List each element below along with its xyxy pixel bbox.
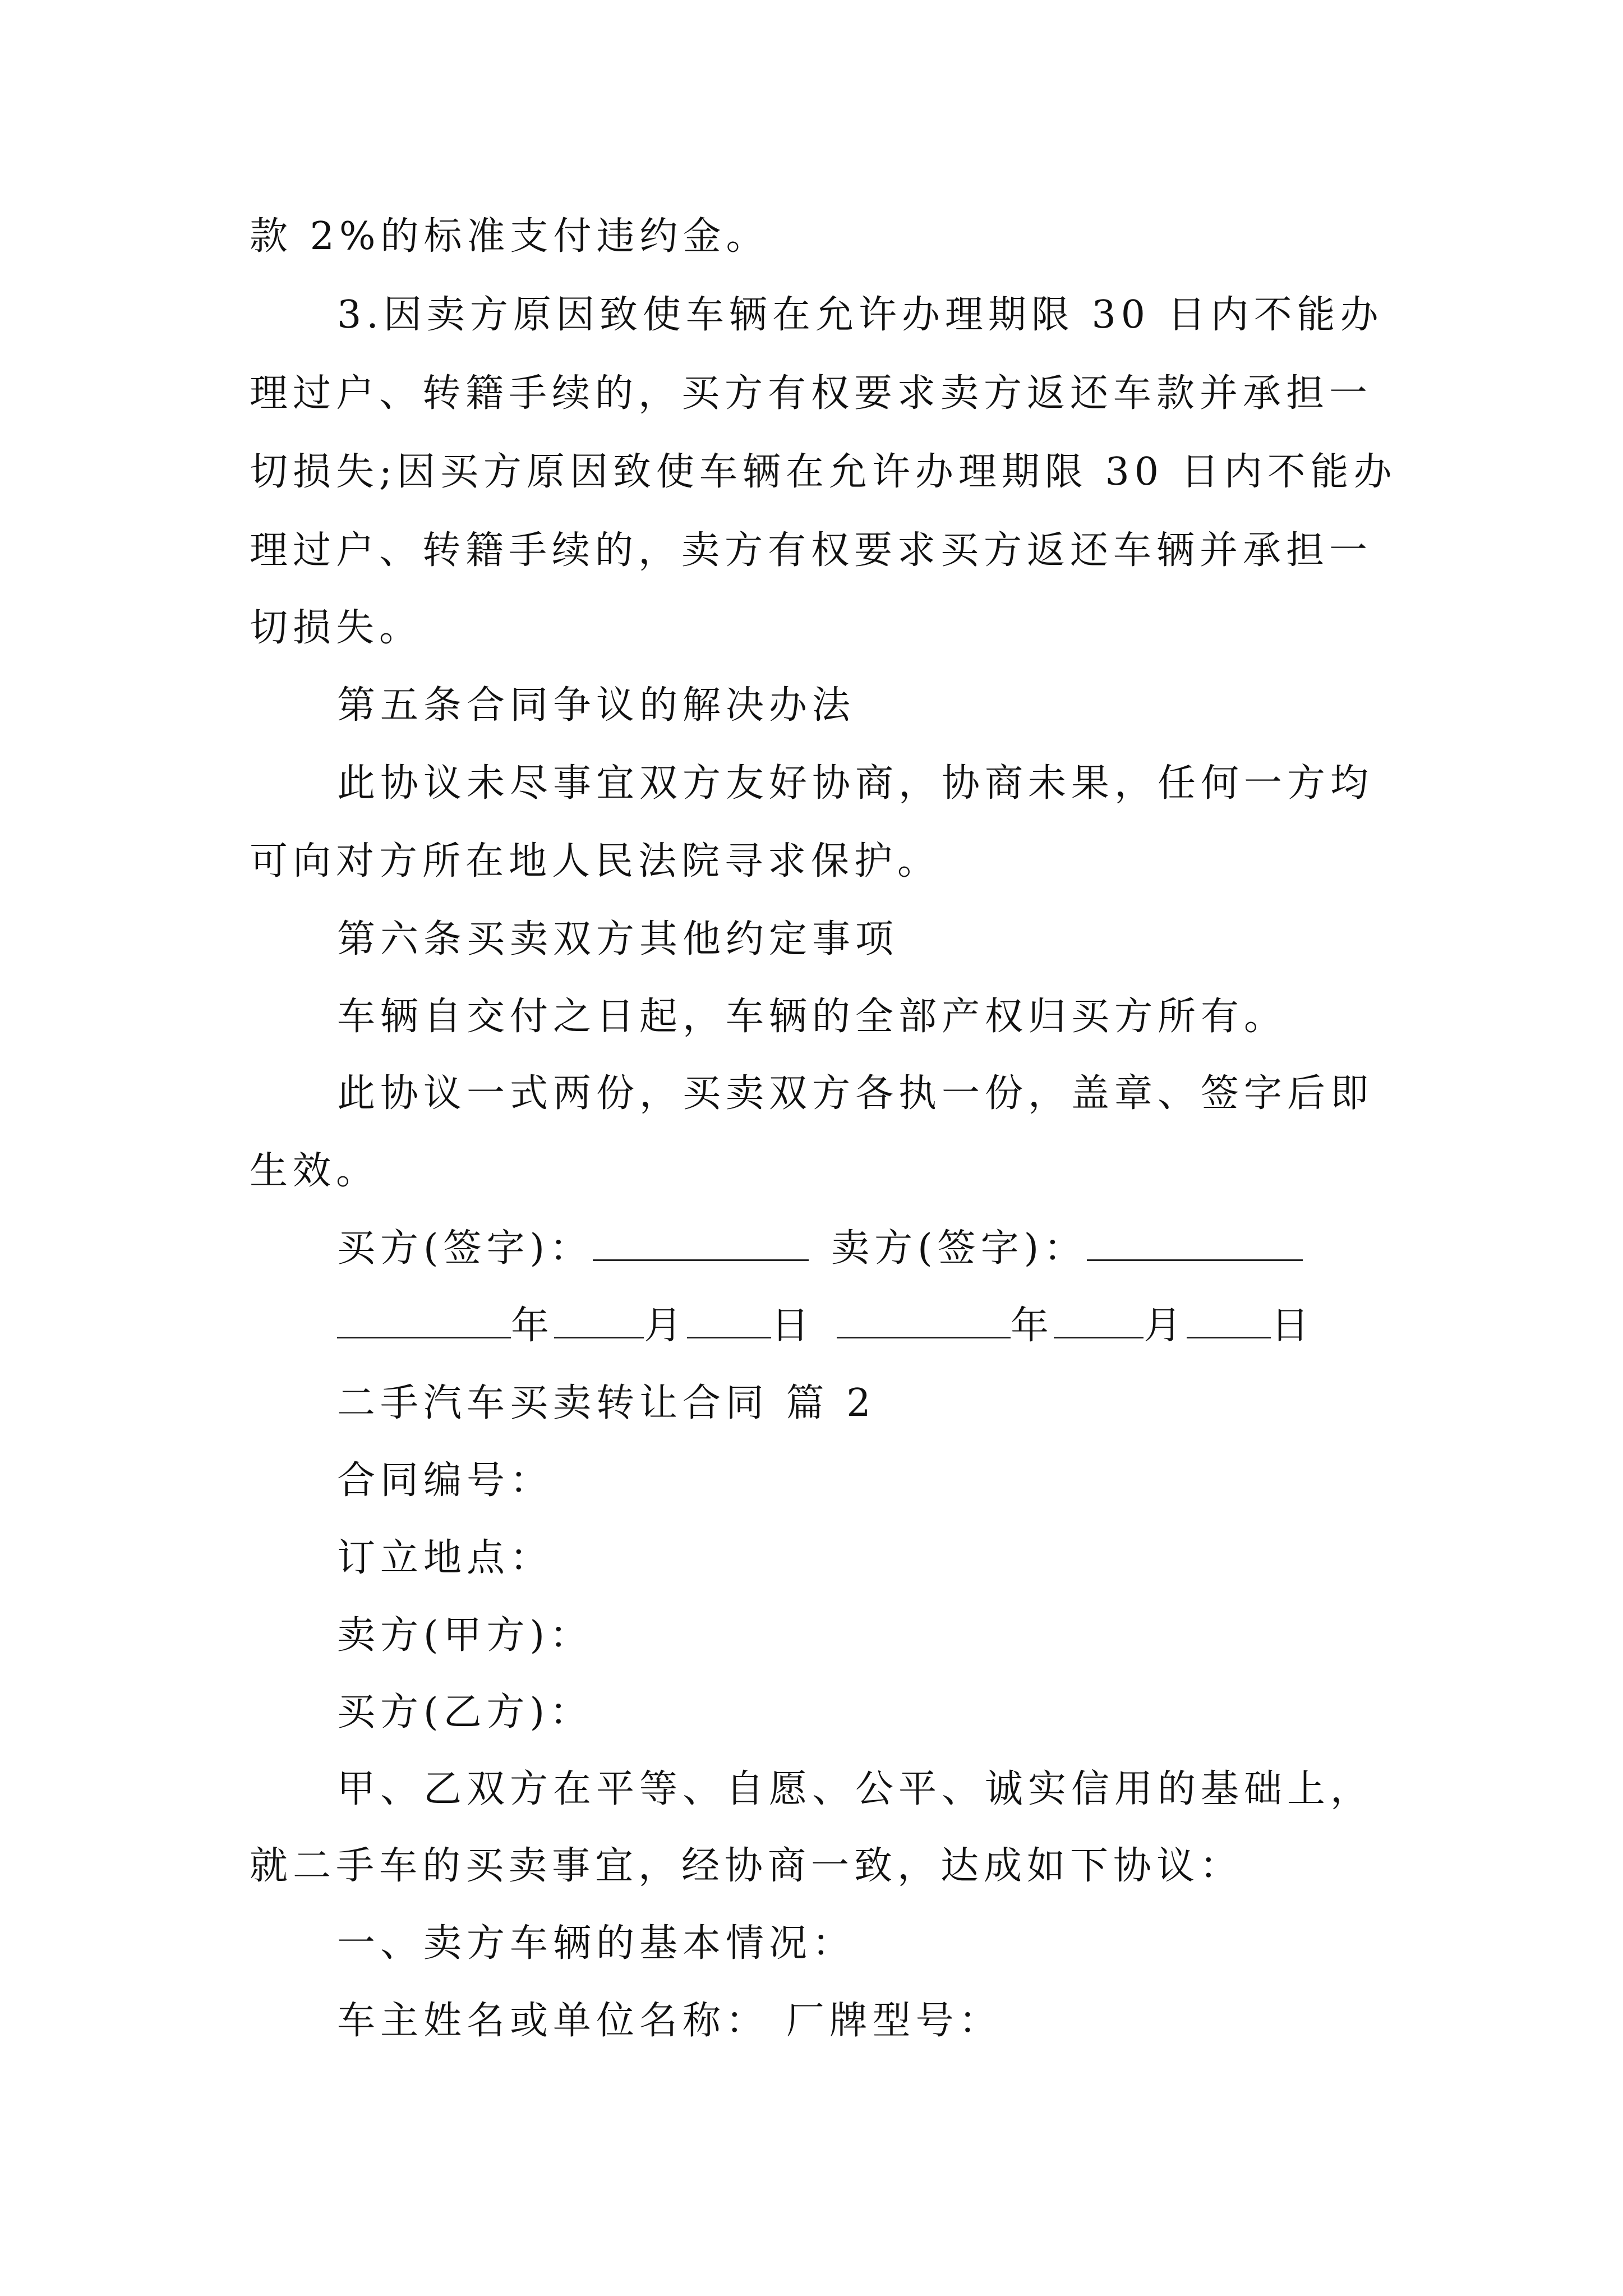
paragraph-line: 理过户、转籍手续的，买方有权要求卖方返还车款并承担一 [250, 371, 1373, 416]
paragraph-line: 车辆自交付之日起，车辆的全部产权归买方所有。 [337, 995, 1288, 1039]
paragraph-line: 甲、乙双方在平等、自愿、公平、诚实信用的基础上， [337, 1767, 1374, 1811]
seller-year-blank [837, 1302, 1011, 1338]
buyer-party-field: 买方(乙方)： [337, 1690, 593, 1734]
buyer-signature-label: 买方(签字)： [337, 1226, 593, 1271]
paragraph-line: 切损失。 [250, 606, 423, 650]
contract-number-field: 合同编号： [337, 1458, 554, 1503]
buyer-day-blank [687, 1302, 771, 1338]
seller-day-blank [1187, 1302, 1271, 1338]
year-label: 年 [511, 1304, 555, 1348]
signing-place-field: 订立地点： [337, 1536, 554, 1580]
paragraph-line: 此协议未尽事宜双方友好协商，协商未果，任何一方均 [337, 761, 1374, 806]
buyer-month-blank [554, 1302, 644, 1338]
section-heading: 第六条买卖双方其他约定事项 [337, 917, 899, 961]
section-heading: 第五条合同争议的解决办法 [337, 683, 856, 728]
paragraph-line: 理过户、转籍手续的，卖方有权要求买方返还车辆并承担一 [250, 528, 1373, 573]
seller-month-blank [1054, 1302, 1144, 1338]
day-label: 日 [1271, 1304, 1315, 1348]
signature-row [337, 1221, 1303, 1277]
buyer-signature-blank [593, 1225, 809, 1261]
day-label: 日 [771, 1304, 815, 1348]
month-label: 月 [644, 1304, 688, 1348]
paragraph-line: 切损失;因买方原因致使车辆在允许办理期限 30 日内不能办 [250, 450, 1397, 494]
month-label: 月 [1144, 1304, 1187, 1348]
paragraph-line: 3.因卖方原因致使车辆在允许办理期限 30 日内不能办 [337, 293, 1384, 337]
owner-name-field: 车主姓名或单位名称： 厂牌型号： [337, 1999, 1002, 2043]
paragraph-line: 此协议一式两份，买卖双方各执一份，盖章、签字后即 [337, 1071, 1374, 1116]
paragraph-line: 可向对方所在地人民法院寻求保护。 [250, 839, 941, 884]
seller-party-field: 卖方(甲方)： [337, 1613, 593, 1658]
buyer-year-blank [337, 1302, 511, 1338]
seller-signature-label: 卖方(签字)： [831, 1226, 1087, 1271]
date-row [337, 1298, 1314, 1354]
section-heading: 一、卖方车辆的基本情况： [337, 1921, 856, 1966]
year-label: 年 [1011, 1304, 1054, 1348]
seller-signature-blank [1087, 1225, 1303, 1261]
paragraph-line: 款 2%的标准支付违约金。 [250, 214, 769, 259]
paragraph-line: 生效。 [250, 1149, 380, 1193]
paragraph-line: 就二手车的买卖事宜，经协商一致，达成如下协议： [250, 1844, 1243, 1888]
contract-title: 二手汽车买卖转让合同 篇 2 [337, 1381, 876, 1425]
